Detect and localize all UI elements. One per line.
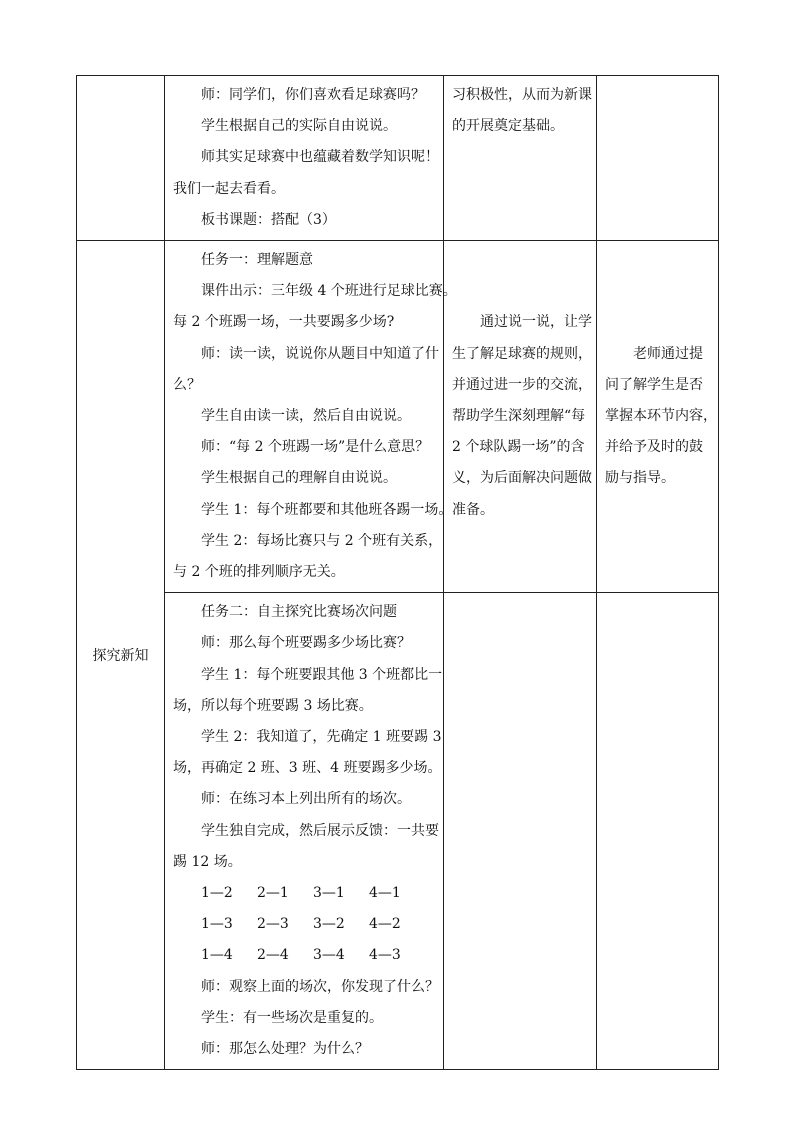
intent-cell-intro: [444, 76, 597, 241]
teaching-cell-intro: [165, 76, 444, 241]
teaching-lines: [165, 241, 457, 592]
match-pair: 2—4: [257, 947, 289, 964]
match-row: [173, 878, 437, 909]
text-line: 学生 1：每个班要跟其他 3 个班都比一: [201, 666, 443, 683]
match-pair: 4—3: [369, 947, 401, 964]
text-line: 学生根据自己的实际自由说说。: [201, 118, 397, 135]
text-line: 并通过进一步的交流，: [452, 376, 592, 393]
text-line: 师：同学们，你们喜欢看足球赛吗？: [201, 87, 425, 103]
text-line: 师：观察上面的场次，你发现了什么？: [201, 978, 439, 995]
text-line: 学生根据自己的理解自由说说。: [201, 470, 397, 487]
text-line: 习积极性，从而为新课: [452, 87, 592, 103]
text-line: 学生 2：每场比赛只与 2 个班有关系，: [201, 532, 443, 549]
text-line: 励与指导。: [605, 470, 675, 487]
text-line: 我们一起去看看。: [173, 180, 285, 197]
text-line: 准备。: [452, 501, 494, 518]
intent-lines: [444, 303, 596, 529]
text-line: 2 个球队踢一场”的含: [452, 439, 585, 456]
intent-lines: [444, 76, 596, 146]
text-line: 板书课题：搭配（3）: [201, 211, 336, 228]
teaching-lines: [165, 593, 443, 1069]
text-line: 通过说一说，让学: [480, 314, 592, 331]
evaluation-cell-task2: [597, 593, 719, 1070]
section-label-explore: 探究新知: [77, 241, 165, 1070]
text-line: 学生自由读一读，然后自由说说。: [201, 408, 411, 425]
evaluation-lines: [597, 335, 718, 499]
evaluation-cell-task1: [597, 241, 719, 593]
match-pair: 1—4: [201, 947, 233, 964]
intent-cell-task2: [444, 593, 597, 1070]
text-line: 师其实足球赛中也蕴藏着数学知识呢！: [201, 149, 439, 166]
text-line: 与 2 个班的排列顺序无关。: [173, 564, 345, 581]
lesson-plan-table: [76, 75, 719, 1070]
table-row-task2: [77, 593, 719, 1070]
text-line: 生了解足球赛的规则，: [452, 345, 592, 362]
text-line: 师：那怎么处理？为什么？: [201, 1041, 369, 1058]
teaching-lines: [165, 76, 443, 240]
text-line: 义，为后面解决问题做: [452, 470, 592, 487]
match-pair: 1—2: [201, 885, 233, 902]
match-pair: 1—3: [201, 916, 233, 933]
text-line: 每 2 个班踢一场，一共要踢多少场?: [173, 314, 395, 331]
text-line: 课件出示：三年级 4 个班进行足球比赛。: [201, 283, 457, 300]
text-line: 师：“每 2 个班踢一场”是什么意思？: [201, 439, 430, 456]
text-line: 学生 1：每个班都要和其他班各踢一场。: [201, 501, 453, 518]
intent-cell-task1: [444, 241, 597, 593]
match-row: [173, 909, 437, 940]
text-line: 踢 12 场。: [173, 853, 242, 870]
text-line: 学生：有一些场次是重复的。: [201, 1009, 383, 1026]
match-row: [173, 940, 437, 971]
text-line: 师：读一读，说说你从题目中知道了什: [201, 345, 439, 362]
table-row-intro: [77, 76, 719, 241]
text-line: 的开展奠定基础。: [452, 118, 564, 135]
text-line: 任务一：理解题意: [201, 252, 313, 269]
match-pair: 2—1: [257, 885, 289, 902]
text-line: 么？: [173, 376, 201, 393]
text-line: 并给予及时的鼓: [605, 439, 703, 456]
match-pair: 3—4: [313, 947, 345, 964]
section-cell-empty: [77, 76, 165, 241]
match-pair: 3—2: [313, 916, 345, 933]
match-pair: 4—2: [369, 916, 401, 933]
text-line: 任务二：自主探究比赛场次问题: [201, 604, 397, 621]
match-pair: 3—1: [313, 885, 345, 902]
text-line: 学生独自完成，然后展示反馈：一共要: [201, 822, 439, 839]
text-line: 场，再确定 2 班、3 班、4 班要踢多少场。: [173, 760, 442, 777]
match-pair: 4—1: [369, 885, 401, 902]
table-row-task1: [77, 241, 719, 593]
text-line: 问了解学生是否: [605, 376, 703, 393]
text-line: 掌握本环节内容，: [605, 408, 717, 425]
teaching-cell-task2: [165, 593, 444, 1070]
teaching-cell-task1: [165, 241, 457, 593]
text-line: 师：在练习本上列出所有的场次。: [201, 791, 411, 808]
text-line: 帮助学生深刻理解“每: [452, 408, 586, 425]
text-line: 场，所以每个班要踢 3 场比赛。: [173, 697, 373, 714]
text-line: 老师通过提: [633, 345, 703, 362]
match-pair: 2—3: [257, 916, 289, 933]
evaluation-cell-intro: [597, 76, 719, 241]
text-line: 师：那么每个班要踢多少场比赛？: [201, 635, 411, 652]
text-line: 学生 2：我知道了，先确定 1 班要踢 3: [201, 729, 442, 746]
